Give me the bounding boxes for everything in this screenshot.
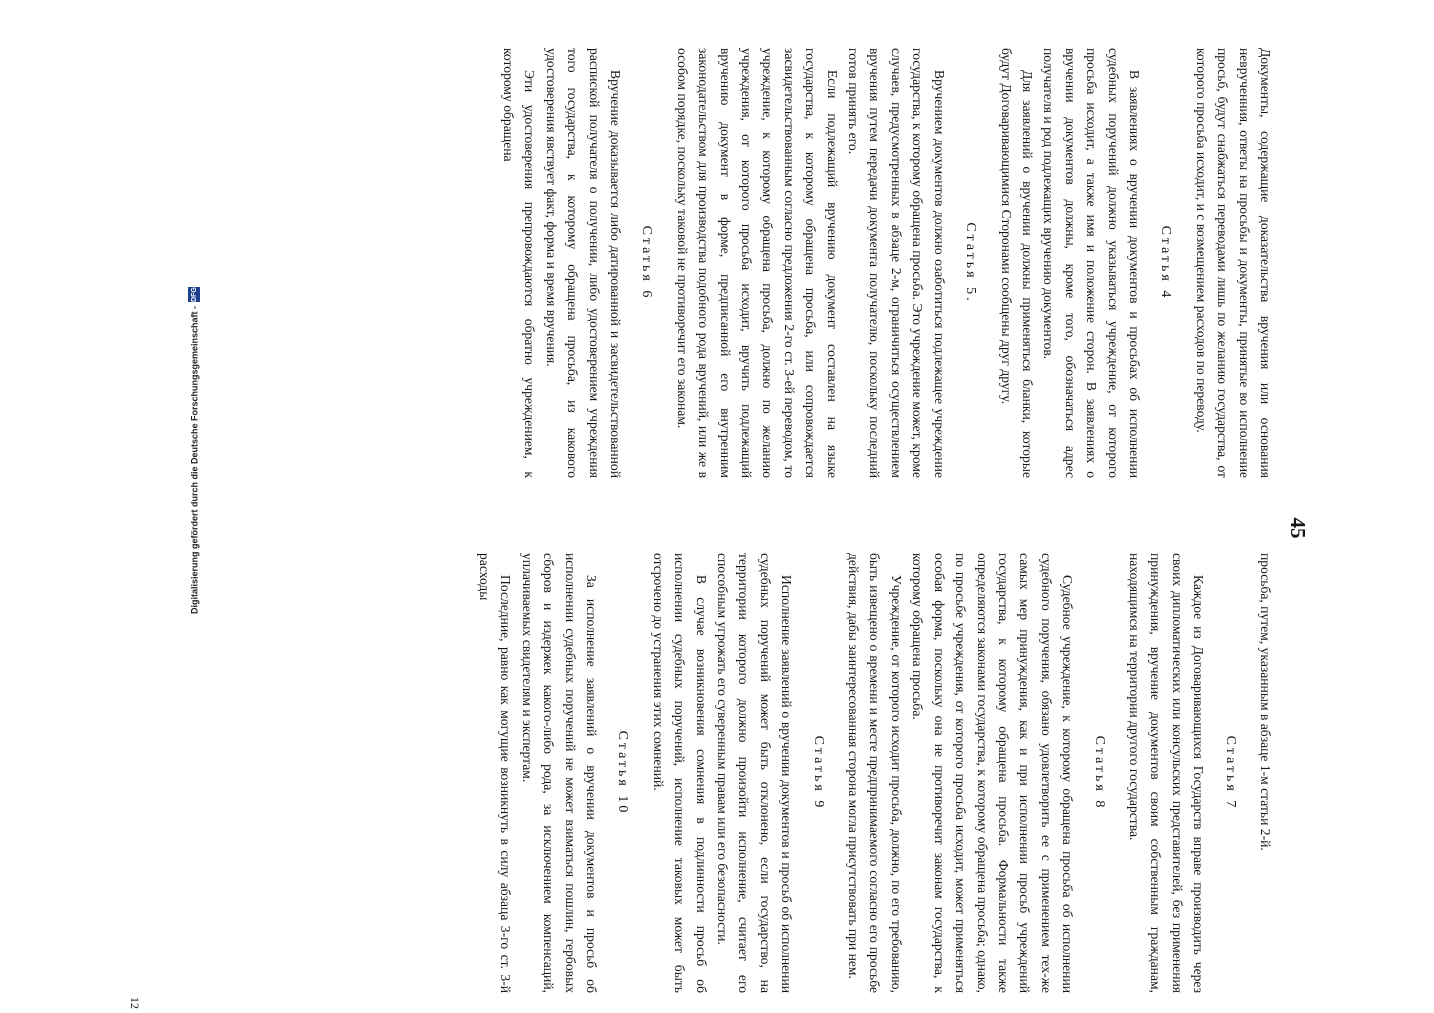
article-4-paragraph-1: В заявлениях о вручении документов и просьбах об исполнении судебных поручений должно указываться учреждение, от которого просьба исходит, а также имя и положение сторон. В заявлениях о вручении документов должны, кроме того, обозначаться адрес получателя и род подлежащих вручению документов. — [1041, 48, 1142, 478]
article-9-heading: Статья 9 — [810, 735, 826, 811]
digitization-credit — [2, 287, 387, 614]
article-6-heading: Статья 6 — [639, 225, 655, 301]
article-10-heading: Статья 10 — [615, 730, 631, 816]
article-5-paragraph-1: Вручением документов должно озаботиться подлежащее учреждение государства, к которому обращена просьба. Это учреждение может, кроме случаев, предусмотренных в абзаце 2-м, ограничиться осуществлением вручения путем передачи документа получателю, поскольку последний готов принять его. — [846, 48, 947, 478]
page-number: 45 — [1286, 517, 1310, 539]
article-10-paragraph-1: За исполнение заявлений о вручении документов и просьб об исполнении судебных поручений не может взиматься пошлин, гербовых сборов и издержек какого-либо рода, за исключением компенсаций, уплачиваемых свидетелям и экспертам. — [519, 553, 600, 993]
article-4-paragraph-2: Для заявлений о вручении должны применяться бланки, которые будут Договаривающимися Сторонами сообщены друг другу. — [998, 48, 1035, 478]
credit-text: Digitalisierung gefördert durch die Deutsche Forschungsgemeinschaft - — [189, 305, 200, 614]
article-4-heading: Статья 4 — [1158, 225, 1174, 301]
article-6-paragraph-1: Вручение доказывается либо датированной и засвидетельствованной распиской получателя о получении, либо удостоверением учреждения того государства, к которому обращена просьба, из какового удостоверения явствует факт, форма и время вручения. — [543, 48, 624, 478]
article-8-paragraph-2: Учреждение, от которого исходит просьба, должно, по его требованию, быть извещено о времени и месте предпринимаемого согласно его просьбе действия, дабы заинтересованная сторона могла присутствовать при нем. — [846, 553, 904, 993]
article-9-paragraph-2: В случае возникновения сомнения в подлинности просьб об исполнении судебных поручений, исполнение таковых может быть отсрочено до устранения этих сомнений. — [650, 553, 709, 993]
article-8-paragraph-1: Судебное учреждение, к которому обращена просьба об исполнении судебного поручения, обязано удовлетворить ее с применением тех-же самых мер принуждения, как и при исполнении просьб учреждений государства, к которому обращена просьба. Формальности также определяются законами государства, к которому обращена просьба; однако, по просьбе учреждения, от которого просьба исходит, может применяться особая форма, поскольку она не противоречит законам государства, к которому обращена просьба. — [910, 553, 1076, 993]
article-5-paragraph-2: Если подлежащий вручению документ составлен на языке государства, к которому обращена просьба, или сопровождается засвидетельствованным согласно предложения 2-го ст. 3-ей переводом, то учреждение, к которому обращена просьба, должно по желанию учреждения, от которого просьба исходит, вручить подлежащий вручению документ в форме, предписанной его внутренним законодательством для производства подобного рода вручений, или же в особом порядке, поскольку таковой не противоречит его законам. — [674, 48, 840, 478]
article-8-heading: Статья 8 — [1091, 735, 1107, 811]
article-7-paragraph-1: Каждое из Договаривающихся Государств вправе производить через своих дипломатических или консульских представителей, без применения принуждения, вручение документов своим собственным гражданам, находящимся на территории другого государства. — [1126, 553, 1207, 993]
article-5-heading: Статья 5. — [963, 222, 979, 304]
article-6-paragraph-2: Эти удостоверения препровождаются обратно учреждением, к которому обращена — [501, 48, 538, 478]
article-7-heading: Статья 7 — [1222, 735, 1238, 811]
intro-paragraph: Документы, содержащие доказательства вручения или основания неврученния, ответы на просьбы и документы, принятые во исполнение просьб, будут снабжаться переводами лишь по желанию государства, от которого просьба исходит, и с возмещением расходов по переводу. — [1193, 48, 1273, 478]
article-9-paragraph-1: Исполнение заявлений о вручении документов и просьб об исполнении судебных поручений может быть отклонено, если государство, на территории которого должно произойти исполнение, считает его способным угрожать его суверенным правам или его безопасности. — [715, 553, 795, 993]
left-column — [498, 48, 1276, 478]
dfg-logo-icon: DFG — [189, 287, 201, 302]
continuation-paragraph: просьба, путем, указанным в абзаце 1-м статьи 2-й. — [1258, 553, 1273, 851]
article-10-paragraph-2: Последние, равно как могущие возникнуть в силу абзаца 3-го ст. 3-й расходы — [477, 553, 514, 993]
sheet-marker: 12 — [128, 997, 142, 1009]
right-column — [474, 553, 1276, 993]
rotated-document-page — [55, 48, 1310, 1008]
